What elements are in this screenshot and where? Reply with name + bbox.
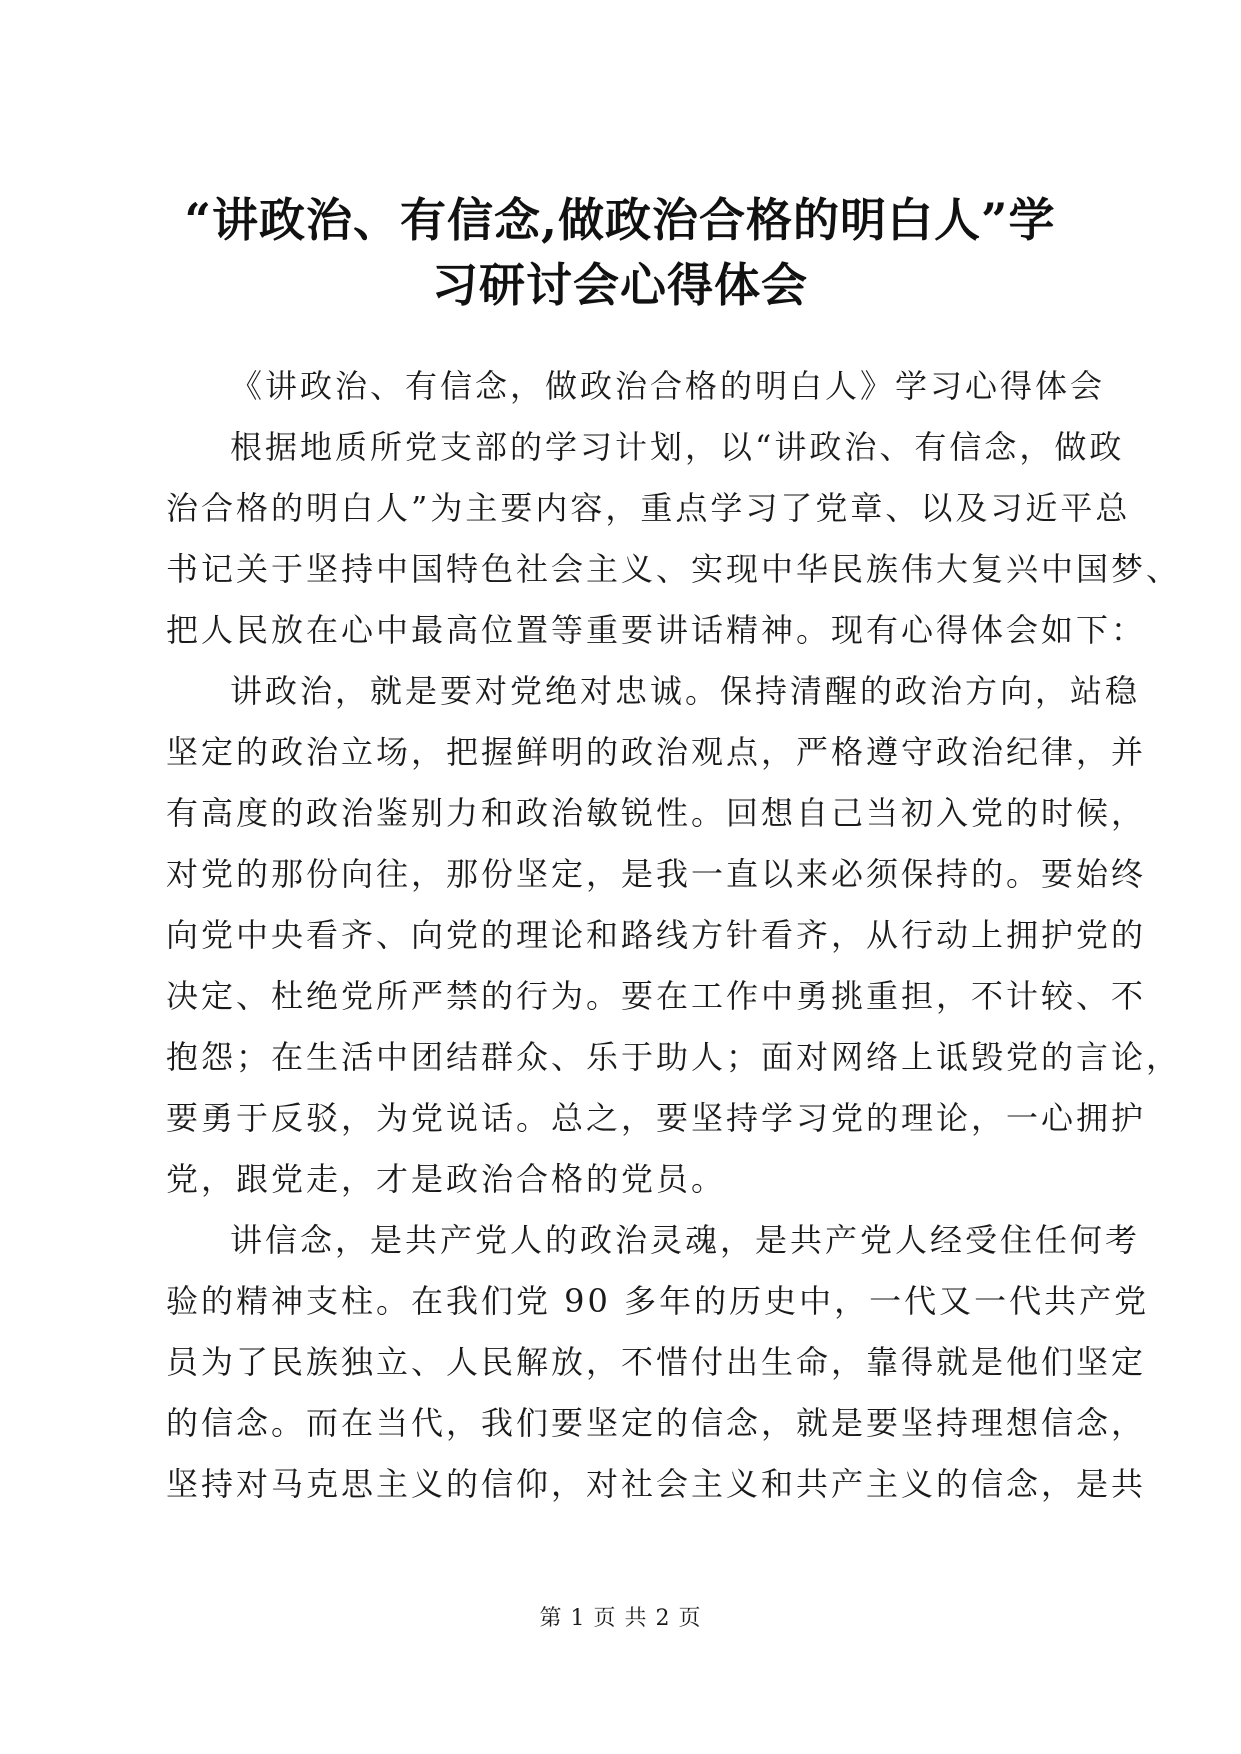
page-number-footer: 第 1 页 共 2 页 <box>539 1606 702 1631</box>
document-title <box>120 188 1120 318</box>
paragraph-2-line-6: 决定、杜绝党所严禁的行为。要在工作中勇挑重担，不计较、不 <box>166 977 1147 1015</box>
paragraph-2-line-2: 坚定的政治立场，把握鲜明的政治观点，严格遵守政治纪律，并 <box>166 733 1147 771</box>
subtitle-line: 《讲政治、有信念，做政治合格的明白人》学习心得体会 <box>230 367 1106 405</box>
paragraph-2-line-9: 党，跟党走，才是政治合格的党员。 <box>166 1160 727 1198</box>
title-line-1: “讲政治、有信念,做政治合格的明白人”学 <box>184 193 1056 247</box>
title-line-2: 习研讨会心得体会 <box>432 258 808 312</box>
paragraph-3-line-5: 坚持对马克思主义的信仰，对社会主义和共产主义的信念，是共 <box>166 1465 1147 1503</box>
paragraph-2-line-4: 对党的那份向往，那份坚定，是我一直以来必须保持的。要始终 <box>166 855 1147 893</box>
paragraph-3-line-1: 讲信念，是共产党人的政治灵魂，是共产党人经受住任何考 <box>230 1221 1141 1259</box>
paragraph-2-line-3: 有高度的政治鉴别力和政治敏锐性。回想自己当初入党的时候， <box>166 794 1147 832</box>
paragraph-1-line-3: 书记关于坚持中国特色社会主义、实现中华民族伟大复兴中国梦、 <box>166 550 1182 588</box>
paragraph-2-line-7: 抱怨；在生活中团结群众、乐于助人；面对网络上诋毁党的言论， <box>166 1038 1182 1076</box>
paragraph-3-line-2: 验的精神支柱。在我们党 90 多年的历史中，一代又一代共产党 <box>166 1282 1150 1320</box>
paragraph-2-line-1: 讲政治，就是要对党绝对忠诚。保持清醒的政治方向，站稳 <box>230 672 1141 710</box>
document-body <box>166 356 1182 1515</box>
paragraph-2-line-8: 要勇于反驳，为党说话。总之，要坚持学习党的理论，一心拥护 <box>166 1099 1147 1137</box>
paragraph-1-line-2: 治合格的明白人”为主要内容，重点学习了党章、以及习近平总 <box>166 489 1131 527</box>
paragraph-2-line-5: 向党中央看齐、向党的理论和路线方针看齐，从行动上拥护党的 <box>166 916 1147 954</box>
paragraph-3-line-4: 的信念。而在当代，我们要坚定的信念，就是要坚持理想信念， <box>166 1404 1147 1442</box>
paragraph-1-line-1: 根据地质所党支部的学习计划，以“讲政治、有信念，做政 <box>230 428 1125 466</box>
paragraph-1-line-4: 把人民放在心中最高位置等重要讲话精神。现有心得体会如下： <box>166 611 1147 649</box>
paragraph-3-line-3: 员为了民族独立、人民解放，不惜付出生命，靠得就是他们坚定 <box>166 1343 1147 1381</box>
